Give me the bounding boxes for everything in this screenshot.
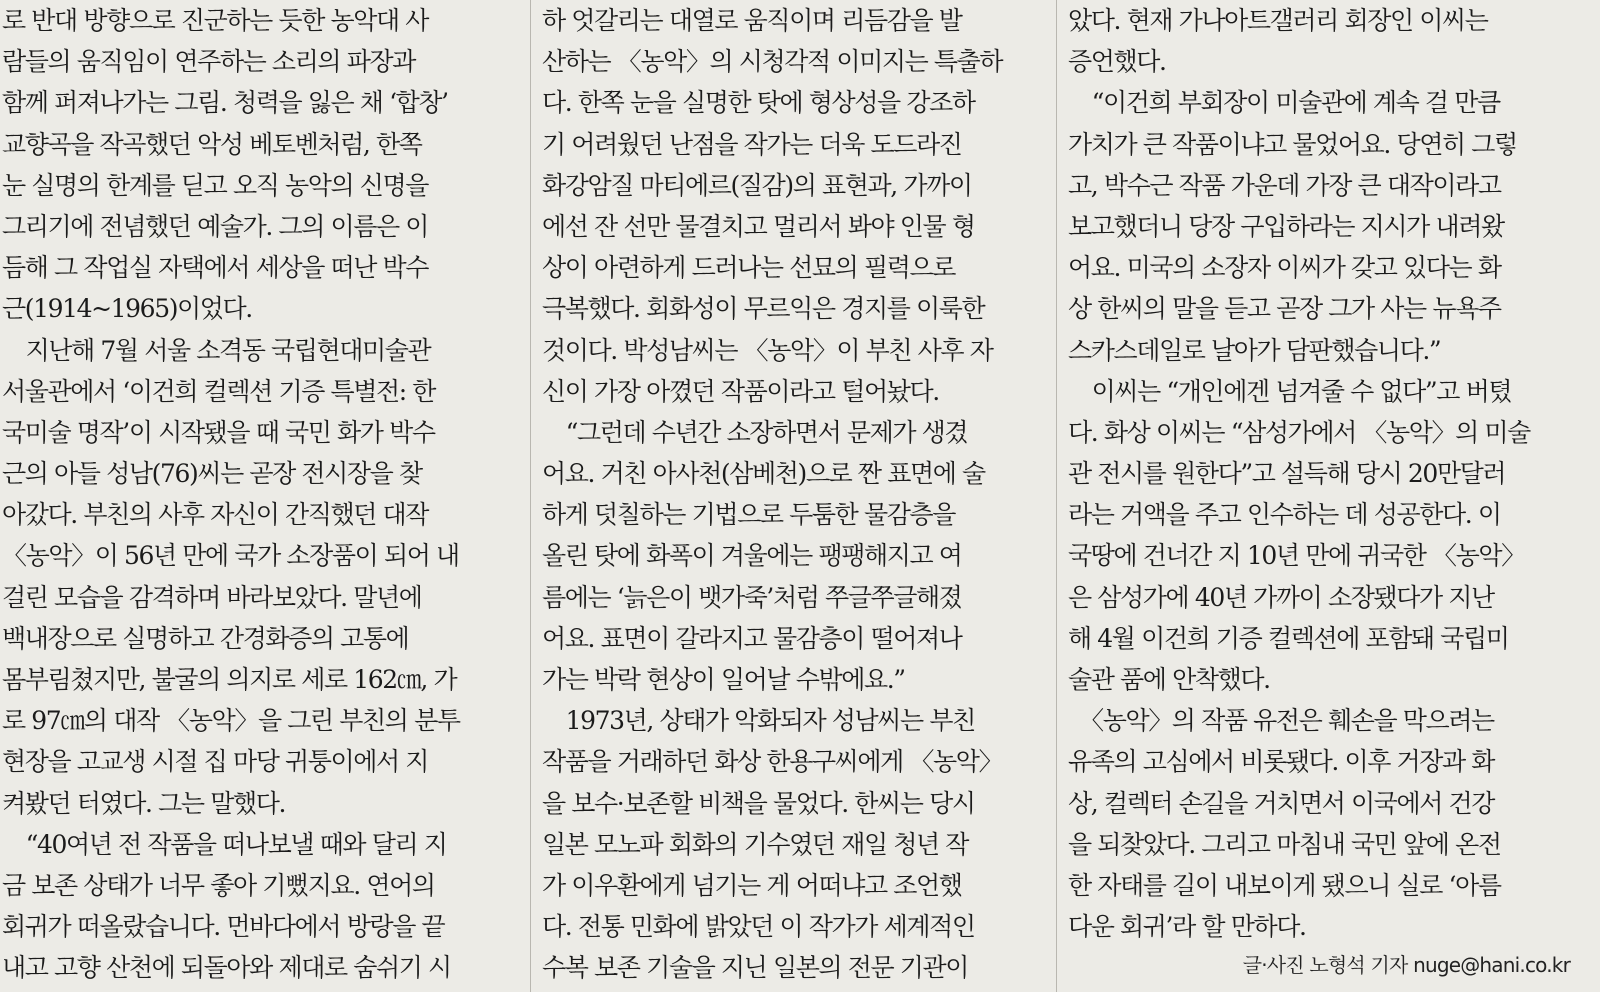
text-line: 회귀가 떠올랐습니다. 먼바다에서 방랑을 끝 [2,912,445,942]
column-divider [1056,0,1057,992]
text-line: 걸린 모습을 감격하며 바라보았다. 말년에 [2,582,422,612]
byline: 글·사진 노형석 기자 nuge@hani.co.kr [1242,953,1570,977]
text-line: 듬해 그 작업실 자택에서 세상을 떠난 박수 [2,253,429,283]
text-line: 함께 퍼져나가는 그림. 청력을 잃은 채 ‘합창’ [2,88,448,118]
text-line: 다. 화상 이씨는 “삼성가에서 〈농악〉의 미술 [1068,417,1530,447]
text-line: “그런데 수년간 소장하면서 문제가 생겼 [542,417,968,447]
text-line: 1973년, 상태가 악화되자 성남씨는 부친 [542,706,975,736]
text-line: 내고 고향 산천에 되돌아와 제대로 숨쉬기 시 [2,953,451,983]
text-line: 산하는 〈농악〉의 시청각적 이미지는 특출하 [542,47,1003,77]
text-line: 지난해 7월 서울 소격동 국립현대미술관 [2,335,431,365]
text-line: 상, 컬렉터 손길을 거치면서 이국에서 건강 [1068,788,1495,818]
text-line: 기 어려웠던 난점을 작가는 더욱 도드라진 [542,129,962,159]
text-line: 교향곡을 작곡했던 악성 베토벤처럼, 한쪽 [2,129,422,159]
text-line: 상 한씨의 말을 듣고 곧장 그가 사는 뉴욕주 [1068,294,1501,324]
text-line: 름에는 ‘늙은이 뱃가죽’처럼 쭈글쭈글해졌 [542,582,962,612]
text-line: 을 보수·보존할 비책을 물었다. 한씨는 당시 [542,788,975,818]
text-line: 한 자태를 길이 내보이게 됐으니 실로 ‘아름 [1068,870,1501,900]
text-line: 백내장으로 실명하고 간경화증의 고통에 [2,623,409,653]
text-line: 스카스데일로 날아가 담판했습니다.” [1068,335,1441,365]
text-line: 하 엇갈리는 대열로 움직이며 리듬감을 발 [542,6,962,35]
text-line: 다. 한쪽 눈을 실명한 탓에 형상성을 강조하 [542,88,975,118]
text-line: 금 보존 상태가 너무 좋아 기뻤지요. 연어의 [2,870,435,900]
text-line: 그리기에 전념했던 예술가. 그의 이름은 이 [2,211,429,241]
article-column-1 [0,0,520,992]
text-line: 신이 가장 아꼈던 작품이라고 털어놨다. [542,376,939,406]
text-line: 것이다. 박성남씨는 〈농악〉이 부친 사후 자 [542,335,993,365]
text-line: 서울관에서 ‘이건희 컬렉션 기증 특별전: 한 [2,376,436,406]
text-line: 다운 회귀’라 할 만하다. [1068,912,1306,942]
text-line: 은 삼성가에 40년 가까이 소장됐다가 지난 [1068,582,1494,612]
text-line: 가 이우환에게 넘기는 게 어떠냐고 조언했 [542,870,962,900]
text-line: 이씨는 “개인에겐 넘겨줄 수 없다”고 버텼 [1068,376,1512,406]
text-line: 일본 모노파 회화의 기수였던 재일 청년 작 [542,829,969,859]
text-line: 았다. 현재 가나아트갤러리 회장인 이씨는 [1068,6,1488,35]
text-line: 라는 거액을 주고 인수하는 데 성공한다. 이 [1068,500,1501,530]
text-line: 하게 덧칠하는 기법으로 두툼한 물감층을 [542,500,955,530]
column-divider [530,0,531,992]
text-line: 상이 아련하게 드러나는 선묘의 필력으로 [542,253,955,283]
text-line: 〈농악〉의 작품 유전은 훼손을 막으려는 [1068,706,1494,736]
article-column-2 [542,0,1042,992]
text-line: 보고했더니 당장 구입하라는 지시가 내려왔 [1068,211,1504,241]
text-line: 근의 아들 성남(76)씨는 곧장 전시장을 찾 [2,459,422,489]
text-line: 관 전시를 원한다”고 설득해 당시 20만달러 [1068,459,1506,489]
text-line: 화강암질 마티에르(질감)의 표현과, 가까이 [542,170,972,200]
text-line: 로 97㎝의 대작 〈농악〉을 그린 부친의 분투 [2,706,460,736]
text-line: 극복했다. 회화성이 무르익은 경지를 이룩한 [542,294,985,324]
text-line: 현장을 고교생 시절 집 마당 귀퉁이에서 지 [2,747,429,777]
text-line: 수복 보존 기술을 지닌 일본의 전문 기관이 [542,953,969,983]
text-line: 가치가 큰 작품이냐고 물었어요. 당연히 그렇 [1068,129,1517,159]
text-line: 국미술 명작’이 시작됐을 때 국민 화가 박수 [2,417,435,447]
text-line: 술관 품에 안착했다. [1068,665,1270,694]
text-line: 〈농악〉이 56년 만에 국가 소장품이 되어 내 [2,541,459,571]
text-line: “40여년 전 작품을 떠나보낼 때와 달리 지 [2,829,447,859]
text-line: 해 4월 이건희 기증 컬렉션에 포함돼 국립미 [1068,623,1509,653]
text-line: 고, 박수근 작품 가운데 가장 큰 대작이라고 [1068,170,1501,200]
text-line: 작품을 거래하던 화상 한용구씨에게 〈농악〉 [542,747,1003,777]
text-line: 을 되찾았다. 그리고 마침내 국민 앞에 온전 [1068,829,1501,859]
text-line: 어요. 거친 아사천(삼베천)으로 짠 표면에 술 [542,459,985,489]
article-column-3 [1068,0,1598,992]
text-line: 켜봤던 터였다. 그는 말했다. [2,788,285,818]
text-line: 올린 탓에 화폭이 겨울에는 팽팽해지고 여 [542,541,962,571]
text-line: 국땅에 건너간 지 10년 만에 귀국한 〈농악〉 [1068,541,1525,571]
text-line: 다. 전통 민화에 밝았던 이 작가가 세계적인 [542,912,975,942]
text-line: 어요. 미국의 소장자 이씨가 갖고 있다는 화 [1068,253,1501,283]
text-line: 람들의 움직임이 연주하는 소리의 파장과 [2,47,415,77]
text-line: 눈 실명의 한계를 딛고 오직 농악의 신명을 [2,170,429,200]
text-line: 아갔다. 부친의 사후 자신이 간직했던 대작 [2,500,429,530]
text-line: 증언했다. [1068,47,1166,77]
text-line: 가는 박락 현상이 일어날 수밖에요.” [542,665,905,694]
text-line: 근(1914~1965)이었다. [2,294,252,324]
text-line: 에선 잔 선만 물결치고 멀리서 봐야 인물 형 [542,211,975,241]
text-line: 로 반대 방향으로 진군하는 듯한 농악대 사 [2,6,429,35]
text-line: 유족의 고심에서 비롯됐다. 이후 거장과 화 [1068,747,1495,777]
text-line: 몸부림쳤지만, 불굴의 의지로 세로 162㎝, 가 [2,665,457,694]
text-line: “이건희 부회장이 미술관에 계속 걸 만큼 [1068,88,1500,118]
text-line: 어요. 표면이 갈라지고 물감층이 떨어져나 [542,623,962,653]
